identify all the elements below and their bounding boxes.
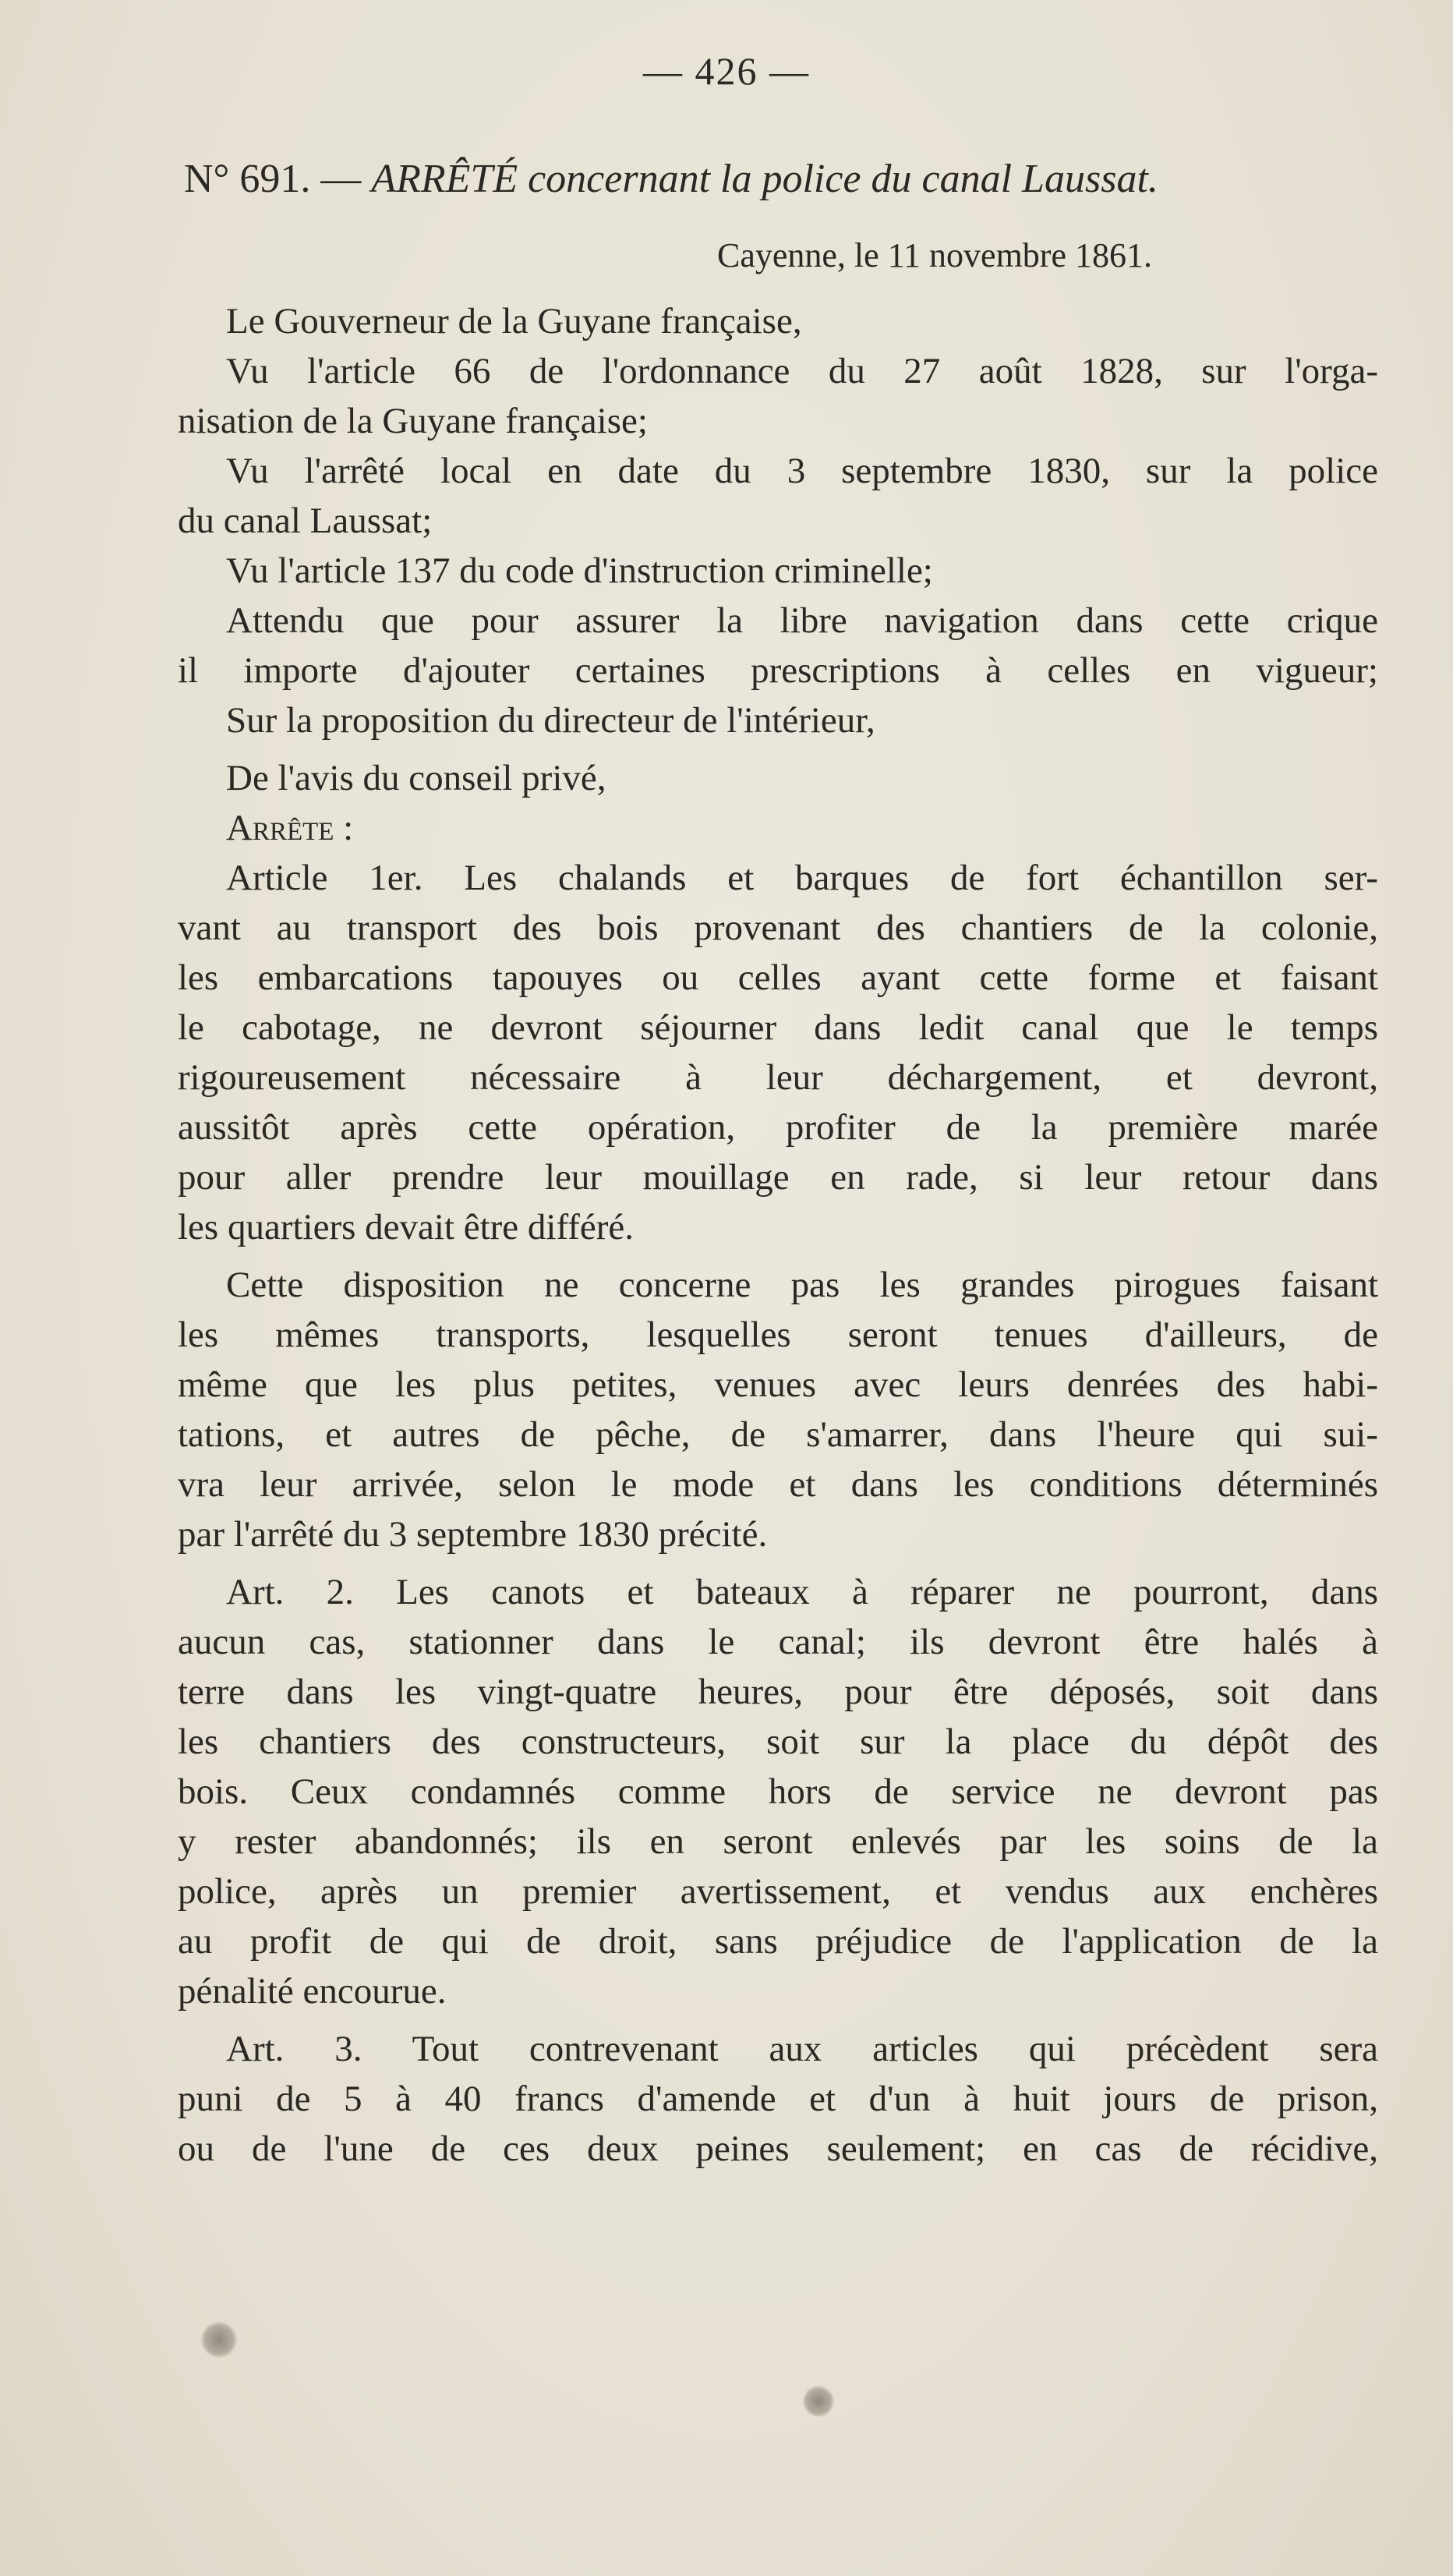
- text-line: police, après un premier avertissement, et vendus aux enchères: [178, 1871, 1378, 1912]
- text-line: Art. 2. Les canots et bateaux à réparer ne pourront, dans: [226, 1572, 1378, 1612]
- text-line: du canal Laussat;: [178, 501, 433, 541]
- decree-title: ARRÊTÉ concernant la police du canal Laussat.: [371, 157, 1158, 201]
- text-line: pénalité encourue.: [178, 1971, 447, 2012]
- dateline: Cayenne, le 11 novembre 1861.: [717, 236, 1152, 274]
- text-line: vra leur arrivée, selon le mode et dans les conditions déterminés: [178, 1464, 1378, 1505]
- text-line: Art. 3. Tout contrevenant aux articles qui précèdent sera: [226, 2029, 1378, 2069]
- text-line: les embarcations tapouyes ou celles ayant cette forme et faisant: [178, 957, 1378, 998]
- text-line: y rester abandonnés; ils en seront enlevés par les soins de la: [178, 1821, 1378, 1862]
- text-line: Arrête :: [226, 808, 354, 848]
- text-line: Sur la proposition du directeur de l'intérieur,: [226, 700, 875, 741]
- text-line: rigoureusement nécessaire à leur déchargement, et devront,: [178, 1057, 1378, 1098]
- document-heading: [184, 156, 1400, 202]
- text-line: le cabotage, ne devront séjourner dans ledit canal que le temps: [178, 1007, 1378, 1048]
- decree-body: [178, 296, 1378, 2174]
- text-line: terre dans les vingt-quatre heures, pour être déposés, soit dans: [178, 1672, 1378, 1712]
- decree-number: N° 691. —: [184, 157, 362, 201]
- text-line: nisation de la Guyane française;: [178, 401, 648, 441]
- text-line: aussitôt après cette opération, profiter de la première marée: [178, 1107, 1378, 1148]
- text-line: Attendu que pour assurer la libre navigation dans cette crique: [226, 600, 1378, 641]
- text-line: tations, et autres de pêche, de s'amarrer, dans l'heure qui sui-: [178, 1414, 1378, 1455]
- text-line: Vu l'article 137 du code d'instruction criminelle;: [226, 550, 933, 591]
- text-line: au profit de qui de droit, sans préjudice de l'application de la: [178, 1921, 1378, 1962]
- text-line: les quartiers devait être différé.: [178, 1207, 635, 1247]
- text-line: Le Gouverneur de la Guyane française,: [226, 301, 802, 341]
- page-number: — 426 —: [643, 49, 810, 93]
- ink-blot: [201, 2322, 237, 2358]
- text-line: même que les plus petites, venues avec leurs denrées des habi-: [178, 1364, 1378, 1405]
- text-line: vant au transport des bois provenant des chantiers de la colonie,: [178, 908, 1378, 948]
- text-line: bois. Ceux condamnés comme hors de service ne devront pas: [178, 1771, 1378, 1812]
- text-line: ou de l'une de ces deux peines seulement; en cas de récidive,: [178, 2128, 1378, 2169]
- text-line: Cette disposition ne concerne pas les grandes pirogues faisant: [226, 1265, 1378, 1305]
- text-line: il importe d'ajouter certaines prescriptions à celles en vigueur;: [178, 650, 1378, 691]
- text-line: les mêmes transports, lesquelles seront tenues d'ailleurs, de: [178, 1315, 1378, 1355]
- text-line: De l'avis du conseil privé,: [226, 758, 606, 798]
- text-line: les chantiers des constructeurs, soit sur la place du dépôt des: [178, 1721, 1378, 1762]
- text-line: aucun cas, stationner dans le canal; ils devront être halés à: [178, 1622, 1378, 1662]
- text-line: pour aller prendre leur mouillage en rade, si leur retour dans: [178, 1157, 1378, 1198]
- text-line: puni de 5 à 40 francs d'amende et d'un à huit jours de prison,: [178, 2079, 1378, 2119]
- text-line: Article 1er. Les chalands et barques de fort échantillon ser-: [226, 858, 1378, 898]
- text-line: Vu l'article 66 de l'ordonnance du 27 août 1828, sur l'orga-: [226, 351, 1378, 391]
- ink-blot: [803, 2386, 834, 2417]
- text-line: par l'arrêté du 3 septembre 1830 précité.: [178, 1514, 768, 1555]
- text-line: Vu l'arrêté local en date du 3 septembre 1830, sur la police: [226, 451, 1378, 491]
